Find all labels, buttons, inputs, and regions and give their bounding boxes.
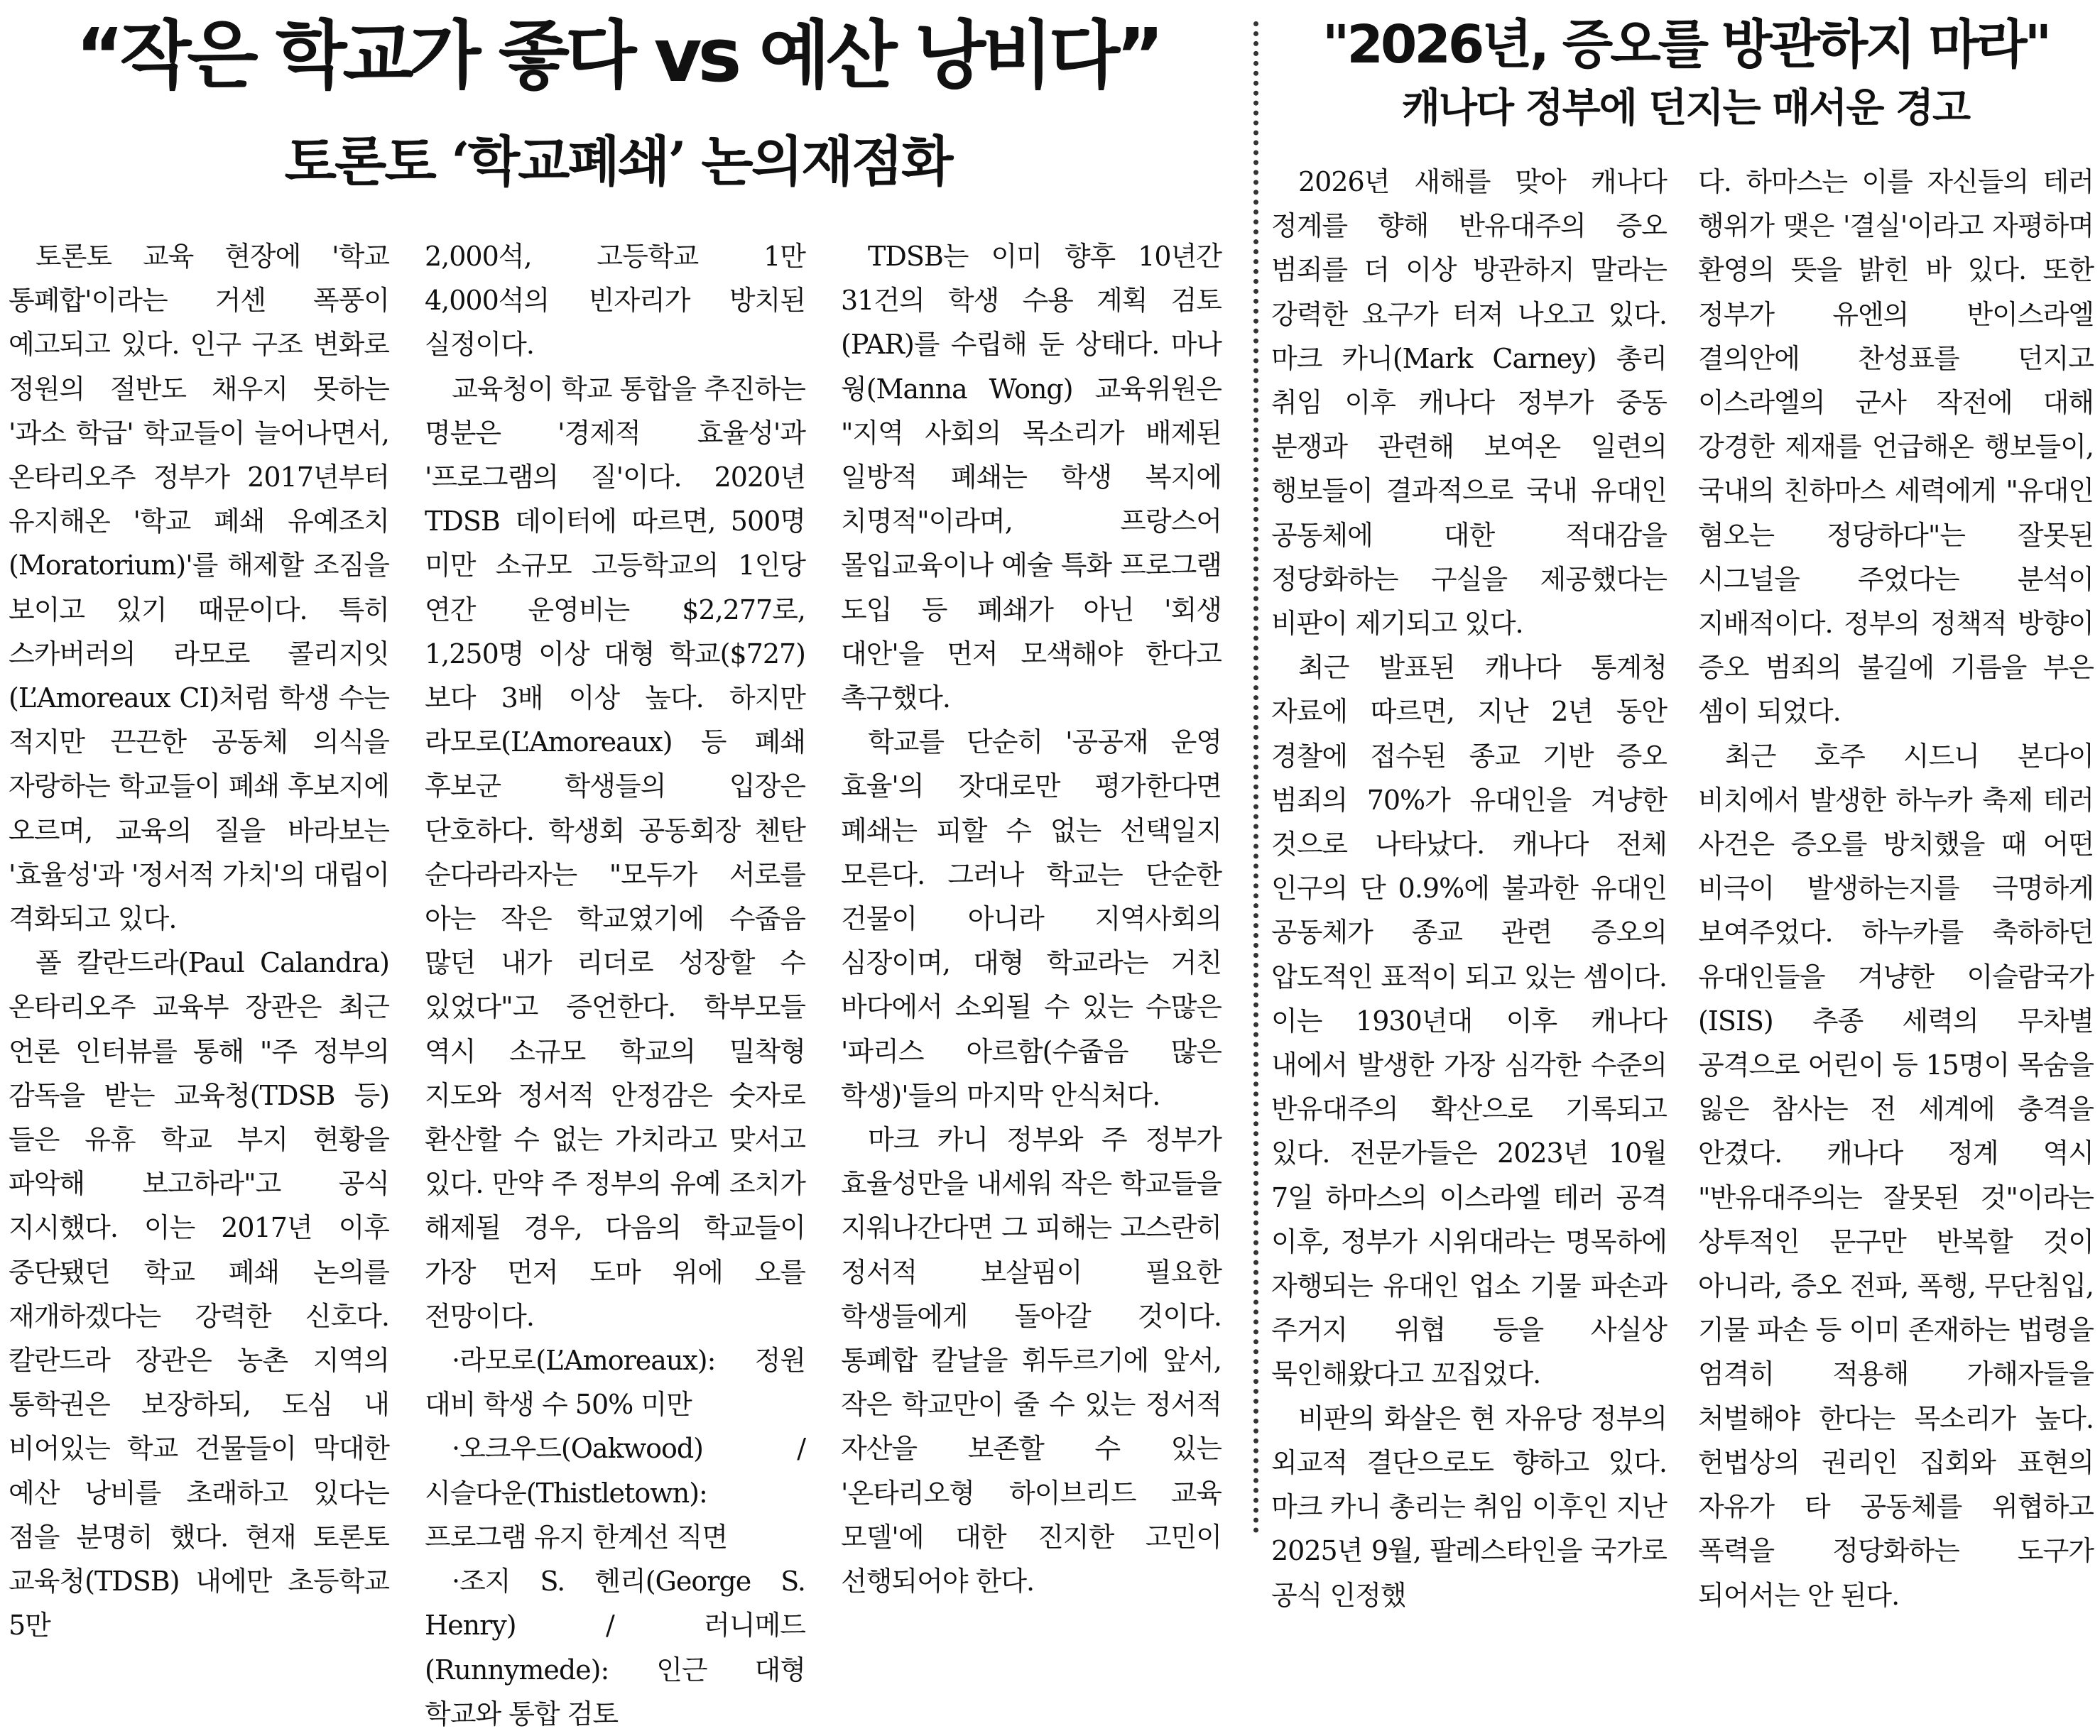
- paragraph: 폴 칼란드라(Paul Calandra) 온타리오주 교육부 장관은 최근 언론 인터뷰를 통해 "주 정부의 감독을 받는 교육청(TDSB 등)들은 유휴 학교 부지 현황을 파악해 보고하라"고 공식 지시했다. 이는 2017년 이후 중단됐던 학교 폐쇄 논의를 재개하겠다는 강력한 신호다. 칼란드라 장관은 농촌 지역의 통학권은 보장하되, 도심 내 비어있는 학교 건물들이 막대한 예산 낭비를 초래하고 있다는 점을 분명히 했다. 현재 토론토 교육청(TDSB) 내에만 초등학교 5만: [9, 947, 389, 1642]
- paragraph: 교육청이 학교 통합을 추진하는 명분은 '경제적 효율성'과 '프로그램의 질'이다. 2020년 TDSB 데이터에 따르면, 500명 미만 소규모 고등학교의 1인당 연간 운영비는 $2,277로, 1,250명 이상 대형 학교($727)보다 3배 이상 높다. 하지만 라모로(L’Amoreaux) 등 폐쇄 후보군 학생들의 입장은 단호하다. 학생회 공동회장 첸탄 순다라라자는 "모두가 서로를 아는 작은 학교였기에 수줍음 많던 내가 리더로 성장할 수 있었다"고 증언한다. 학부모들 역시 소규모 학교의 밀착형 지도와 정서적 안정감은 숫자로 환산할 수 없는 가치라고 맞서고 있다. 만약 주 정부의 유예 조치가 해제될 경우, 다음의 학교들이 가장 먼저 도마 위에 오를 전망이다.: [425, 373, 805, 1332]
- headline: "2026년, 증오를 방관하지 마라": [1322, 14, 2050, 75]
- headline: “작은 학교가 좋다 vs 예산 낭비다”: [75, 12, 1160, 99]
- paragraph: 비판의 화살은 현 자유당 정부의 외교적 결단으로도 향하고 있다. 마크 카니 총리는 취임 이후인 지난 2025년 9월, 팔레스타인을 국가로 공식 인정했: [1271, 1402, 1667, 1611]
- column-2: [1698, 160, 2094, 1611]
- article-antisemitism-warning: [1271, 0, 2100, 1611]
- column-1: [1271, 160, 1667, 1611]
- paragraph: 최근 호주 시드니 본다이 비치에서 발생한 하누카 축제 테러 사건은 증오를 방치했을 때 어떤 비극이 발생하는지를 극명하게 보여주었다. 하누카를 축하하던 유대인들을 겨냥한 이슬람국가(ISIS) 추종 세력의 무차별 공격으로 어린이 등 15명이 목숨을 잃은 참사는 전 세계에 충격을 안겼다. 캐나다 정계 역시 "반유대주의는 잘못된 것"이라는 상투적인 문구만 반복할 것이 아니라, 증오 전파, 폭행, 무단침입, 기물 파손 등 이미 존재하는 법령을 엄격히 적용해 가해자들을 처벌해야 한다는 목소리가 높다. 헌법상의 권리인 집회와 표현의 자유가 타 공동체를 위협하고 폭력을 정당화하는 도구가 되어서는 안 된다.: [1698, 740, 2094, 1611]
- column-1: [9, 234, 389, 1642]
- paragraph: 학교를 단순히 '공공재 운영 효율'의 잣대로만 평가한다면 폐쇄는 피할 수 없는 선택일지 모른다. 그러나 학교는 단순한 건물이 아니라 지역사회의 심장이며, 대형 학교라는 거친 바다에서 소외될 수 있는 수많은 '파리스 아르함(수줍음 많은 학생)'들의 마지막 안식처다.: [841, 726, 1222, 1111]
- column-divider: [1253, 21, 1258, 1534]
- paragraph: 다. 하마스는 이를 자신들의 테러 행위가 맺은 '결실'이라고 자평하며 환영의 뜻을 밝힌 바 있다. 또한 정부가 유엔의 반이스라엘 결의안에 찬성표를 던지고 이스라엘의 군사 작전에 대해 강경한 제재를 언급해온 행보들이, 국내의 친하마스 세력에게 "유대인 혐오는 정당하다"는 잘못된 시그널을 주었다는 분석이 지배적이다. 정부의 정책적 방향이 증오 범죄의 불길에 기름을 부은 셈이 되었다.: [1698, 166, 2094, 728]
- paragraph: 2026년 새해를 맞아 캐나다 정계를 향해 반유대주의 증오 범죄를 더 이상 방관하지 말라는 강력한 요구가 터져 나오고 있다. 마크 카니(Mark Carney) 총리 취임 이후 캐나다 정부가 중동 분쟁과 관련해 보여온 일련의 행보들이 결과적으로 국내 유대인 공동체에 대한 적대감을 정당화하는 구실을 제공했다는 비판이 제기되고 있다.: [1271, 166, 1667, 640]
- paragraph: 최근 발표된 캐나다 통계청 자료에 따르면, 지난 2년 동안 경찰에 접수된 종교 기반 증오 범죄의 70%가 유대인을 겨냥한 것으로 나타났다. 캐나다 전체 인구의 단 0.9%에 불과한 유대인 공동체가 종교 관련 증오의 압도적인 표적이 되고 있는 셈이다. 이는 1930년대 이후 캐나다 내에서 발생한 가장 심각한 수준의 반유대주의 확산으로 기록되고 있다. 전문가들은 2023년 10월 7일 하마스의 이스라엘 테러 공격 이후, 정부가 시위대라는 명목하에 자행되는 유대인 업소 기물 파손과 주거지 위협 등을 사실상 묵인해왔다고 꼬집었다.: [1271, 652, 1667, 1390]
- list-item: ·오크우드(Oakwood) / 시슬다운(Thistletown): 프로그램 유지 한계선 직면: [425, 1433, 805, 1553]
- column-2: [425, 234, 805, 1730]
- subheadline: 캐나다 정부에 던지는 매서운 경고: [1401, 85, 1970, 131]
- list-item: ·조지 S. 헨리(George S. Henry) / 러니메드(Runnymede): 인근 대형 학교와 통합 검토: [425, 1566, 805, 1730]
- list-item: ·라모로(L’Amoreaux): 정원 대비 학생 수 50% 미만: [425, 1345, 805, 1421]
- paragraph: 마크 카니 정부와 주 정부가 효율성만을 내세워 작은 학교들을 지워나간다면 그 피해는 고스란히 정서적 보살핌이 필요한 학생들에게 돌아갈 것이다. 통폐합 칼날을 휘두르기에 앞서, 작은 학교만이 줄 수 있는 정서적 자산을 보존할 수 있는 '온타리오형 하이브리드 교육 모델'에 대한 진지한 고민이 선행되어야 한다.: [841, 1124, 1222, 1598]
- subheadline: 토론토 ‘학교폐쇄’ 논의재점화: [284, 130, 952, 193]
- paragraph: TDSB는 이미 향후 10년간 31건의 학생 수용 계획 검토(PAR)를 수립해 둔 상태다. 마나 웡(Manna Wong) 교육위원은 "지역 사회의 목소리가 배제된 일방적 폐쇄는 학생 복지에 치명적"이라며, 프랑스어 몰입교육이나 예술 특화 프로그램 도입 등 폐쇄가 아닌 '회생 대안'을 먼저 모색해야 한다고 촉구했다.: [841, 241, 1222, 714]
- article-body: [1271, 160, 2095, 1611]
- column-3: [841, 234, 1222, 1598]
- paragraph: 2,000석, 고등학교 1만 4,000석의 빈자리가 방치된 실정이다.: [425, 241, 805, 361]
- paragraph: 토론토 교육 현장에 '학교 통폐합'이라는 거센 폭풍이 예고되고 있다. 인구 구조 변화로 정원의 절반도 채우지 못하는 '과소 학급' 학교들이 늘어나면서, 온타리오주 정부가 2017년부터 유지해온 '학교 폐쇄 유예조치(Moratorium)'를 해제할 조짐을 보이고 있기 때문이다. 특히 스카버러의 라모로 콜리지잇(L’Amoreaux CI)처럼 학생 수는 적지만 끈끈한 공동체 의식을 자랑하는 학교들이 폐쇄 후보지에 오르며, 교육의 질을 바라보는 '효율성'과 '정서적 가치'의 대립이 격화되고 있다.: [9, 241, 389, 935]
- article-body: [9, 234, 1223, 1730]
